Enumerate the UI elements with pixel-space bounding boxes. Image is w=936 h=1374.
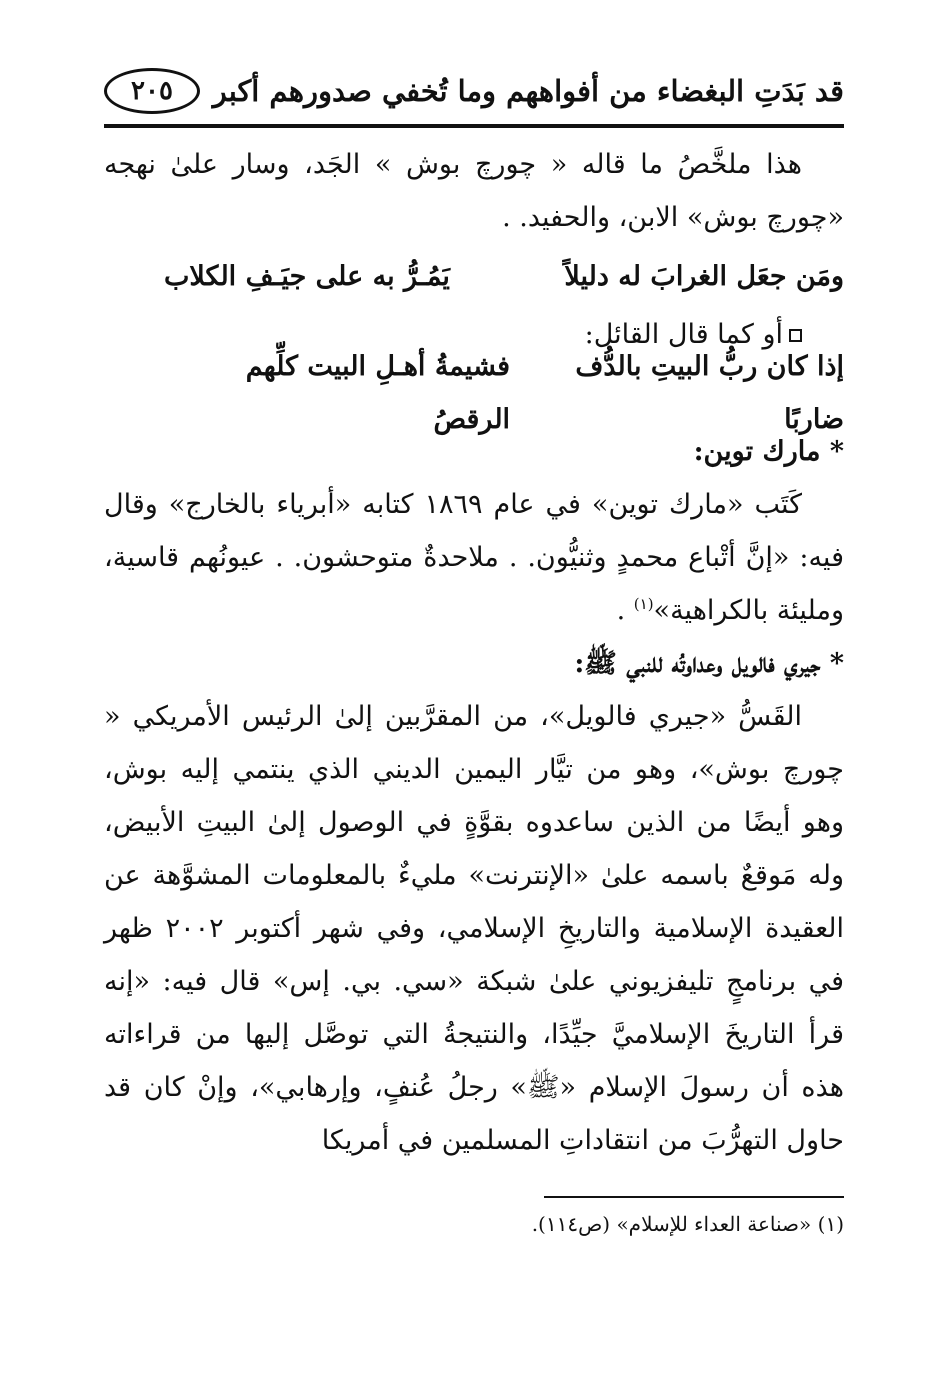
page-number: ٢٠٥	[104, 68, 200, 114]
paragraph-end-mark: .	[616, 595, 634, 626]
paragraph-bush: هذا ملخَّصُ ما قاله « چورچ بوش » الجَد، وسار علىٰ نهجه «چورچ بوش» الابن، والحفيد. .	[104, 149, 844, 233]
verse-house	[104, 351, 844, 435]
verse-hemistich-first: إذا كان ربُّ البيتِ بالدُّف ضاربًا	[575, 351, 844, 435]
section-heading-falwell: * جيري فالويل وعداوتُه للنبي ﷺ:	[574, 648, 844, 679]
paragraph-mark-twain-text: كَتَب «مارك توين» في عام ١٨٦٩ كتابه «أبرياء بالخارج» وقال فيه: «إنَّ أتْباع محمدٍ وثنيُّون. . ملاحدةٌ متوحشون. . عيونُهم قاسية، ومليئة بالكراهية»	[104, 489, 844, 626]
paragraph-falwell: القَسُّ «جيري فالويل»، من المقرَّبين إلىٰ الرئيس الأمريكي « چورچ بوش»، وهو من تيَّار اليمين الديني الذي ينتمي إليه بوش، وهو أيضًا من الذين ساعدوه بقوَّةٍ في الوصول إلىٰ البيتِ الأبيض، وله مَوقعٌ باسمه علىٰ «الإنترنت» مليءٌ بالمعلومات المشوَّهة عن العقيدة الإسلامية والتاريخِ الإسلامي، وفي شهر أكتوبر ٢٠٠٢ ظهر في برنامجٍ تليفزيوني علىٰ شبكة «سي. بي. إس» قال فيه: «إنه قرأ التاريخَ الإسلاميَّ جيِّدًا، والنتيجةُ التي توصَّل إليها من قراءاته هذه أن رسولَ الإسلام «ﷺ» رجلُ عُنفٍ، وإرهابي»، وإنْ كان قد حاول التهرُّبَ من انتقاداتِ المسلمين في أمريكا	[104, 701, 844, 1156]
verse-hemistich-second: فشيمةُ أهـلِ البيت كلِّهم الرقصُ	[245, 351, 511, 435]
section-heading-mark-twain: * مارك توين:	[693, 436, 844, 467]
header-rule	[104, 124, 844, 128]
footnote: (١) «صناعة العداء للإسلام» (ص١١٤).	[531, 1212, 844, 1236]
paragraph-as-said-text: أو كما قال القائل:	[584, 319, 783, 350]
page-body	[104, 138, 844, 1167]
verse-hemistich-first: ومَن جعَل الغرابَ له دليلاً	[564, 260, 844, 292]
footnote-reference: (١)	[633, 595, 654, 613]
paragraph-mark-twain	[104, 478, 844, 637]
page-header	[104, 62, 844, 124]
footnote-rule	[544, 1196, 844, 1198]
verse-crow	[104, 244, 844, 308]
verse-hemistich-second: يَمُـرُّ به على جيَـفِ الكلاب	[164, 260, 450, 292]
running-title: قد بَدَتِ البغضاء من أفواههم وما تُخفي صدورهم أكبر	[212, 74, 844, 108]
